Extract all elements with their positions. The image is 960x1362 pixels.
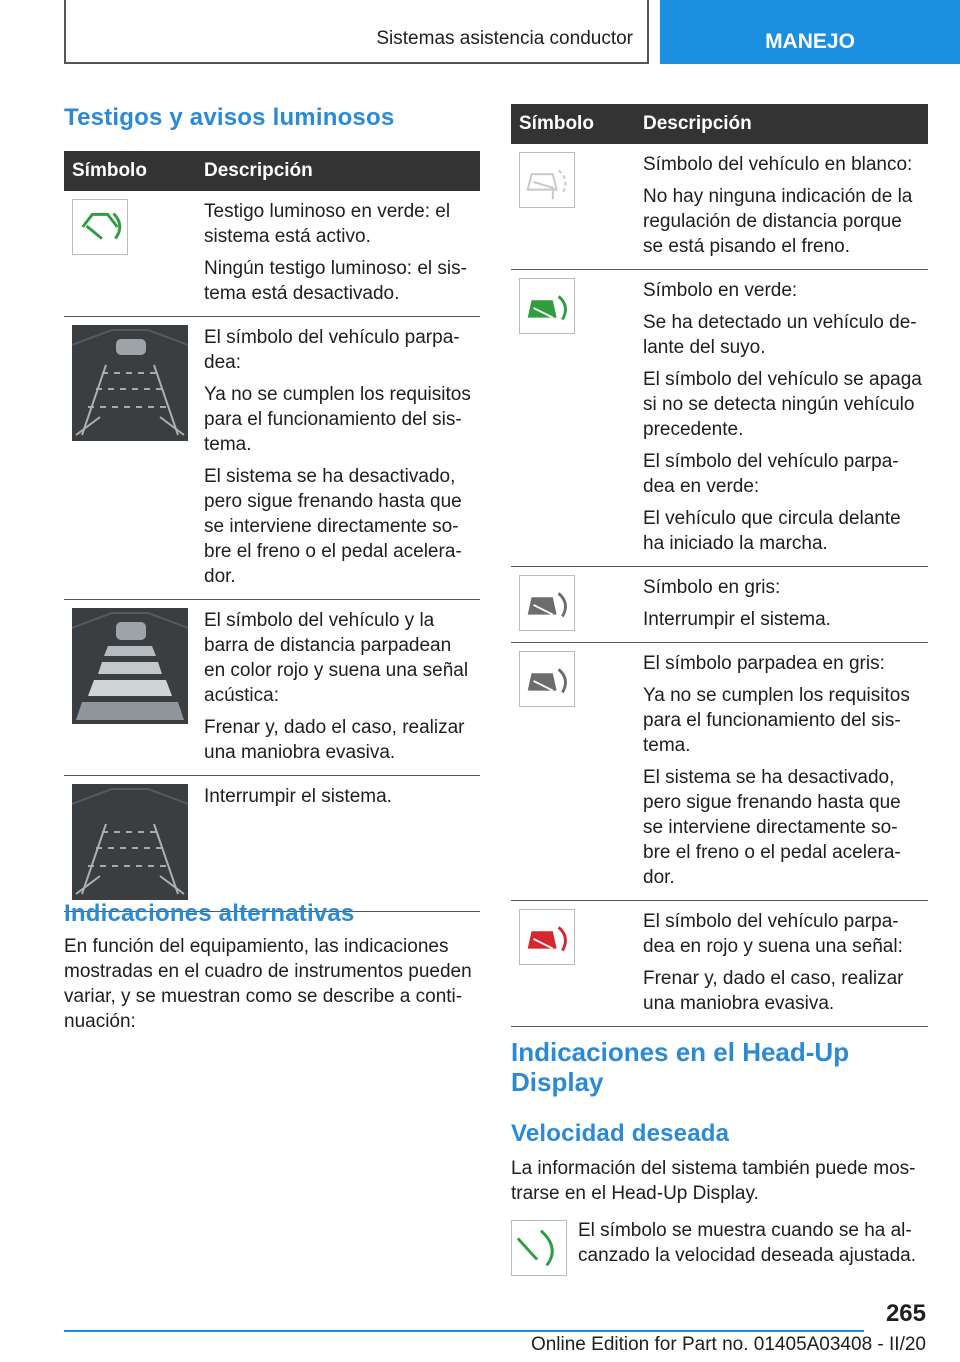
left-symbol-table xyxy=(64,151,480,912)
table-row xyxy=(511,643,928,901)
desc-line: El símbolo del vehículo parpa-dea en rojo y suena una señal: xyxy=(643,911,903,957)
table-row xyxy=(64,600,480,776)
header-box xyxy=(64,0,649,64)
desc-line: Símbolo en gris: xyxy=(643,577,781,598)
footer-divider xyxy=(64,1330,864,1332)
edition-note: Online Edition for Part no. 01405A03408 - II/20 xyxy=(530,1334,926,1355)
section-title: Sistemas asistencia conductor xyxy=(376,28,633,49)
desc-line: Símbolo en verde: xyxy=(643,280,798,301)
desc-line: Interrumpir el sistema. xyxy=(204,786,392,807)
desc-line: Ningún testigo luminoso: el sis-tema está desactivado. xyxy=(204,258,467,304)
vehicle-red-icon xyxy=(519,909,575,965)
vehicle-green-icon xyxy=(519,278,575,334)
table-row xyxy=(511,901,928,1027)
desc-line: El sistema se ha desactivado, pero sigue frenando hasta que se interviene directamente so-bre el freno o el pedal acelera-dor. xyxy=(204,466,462,587)
desc-line: Frenar y, dado el caso, realizar una maniobra evasiva. xyxy=(204,717,465,763)
desc-line: Frenar y, dado el caso, realizar una maniobra evasiva. xyxy=(643,968,904,1014)
alt-text: En función del equipamiento, las indicaciones mostradas en el cuadro de instrumentos pueden variar, y se muestran como se describe a conti-nuación: xyxy=(64,936,472,1032)
right-symbol-table xyxy=(511,104,928,1027)
table-row xyxy=(511,270,928,567)
table-row xyxy=(64,191,480,317)
vehicle-blinking-distance-bars-icon xyxy=(72,325,188,441)
alt-heading: Indicaciones alternativas xyxy=(64,900,355,927)
col-description-header: Descripción xyxy=(635,104,928,144)
desired-speed-icon xyxy=(511,1220,567,1276)
desc-line: El símbolo del vehículo parpa-dea en verde: xyxy=(643,451,899,497)
table-row xyxy=(64,317,480,600)
distance-control-green-icon xyxy=(72,199,128,255)
vehicle-gray-icon xyxy=(519,575,575,631)
table-row xyxy=(511,567,928,643)
distance-bars-no-vehicle-icon xyxy=(72,784,188,900)
hud-heading: Indicaciones en el Head-Up Display xyxy=(511,1037,850,1097)
desc-line: Ya no se cumplen los requisitos para el funcionamiento del sis-tema. xyxy=(204,384,471,455)
desc-line: El símbolo del vehículo y la barra de distancia parpadean en color rojo y suena una señal acústica: xyxy=(204,610,469,706)
vehicle-gray-blinking-icon xyxy=(519,651,575,707)
desired-speed-heading: Velocidad deseada xyxy=(511,1120,730,1147)
desc-line: Ya no se cumplen los requisitos para el funcionamiento del sis-tema. xyxy=(643,685,910,756)
col-symbol-header: Símbolo xyxy=(64,151,196,191)
chapter-tab[interactable]: MANEJO xyxy=(660,0,960,64)
desc-line: Se ha detectado un vehículo de-lante del suyo. xyxy=(643,312,917,358)
desc-line: Interrumpir el sistema. xyxy=(643,609,831,630)
desc-line: El símbolo del vehículo parpa-dea: xyxy=(204,327,460,373)
hud-intro-text: La información del sistema también puede mos-trarse en el Head-Up Display. xyxy=(511,1158,916,1204)
vehicle-and-distance-bar-blinking-icon xyxy=(72,608,188,724)
vehicle-white-icon xyxy=(519,152,575,208)
page-number: 265 xyxy=(885,1300,926,1327)
col-description-header: Descripción xyxy=(196,151,480,191)
desc-line: El sistema se ha desactivado, pero sigue frenando hasta que se interviene directamente so-bre el freno o el pedal acelera-dor. xyxy=(643,767,901,888)
desc-line: El símbolo parpadea en gris: xyxy=(643,653,885,674)
desired-speed-text: El símbolo se muestra cuando se ha al-canzado la velocidad deseada ajustada. xyxy=(578,1220,917,1266)
desc-line: Símbolo del vehículo en blanco: xyxy=(643,154,913,175)
table-row xyxy=(64,776,480,912)
table-row xyxy=(511,144,928,270)
col-symbol-header: Símbolo xyxy=(511,104,635,144)
desc-line: El vehículo que circula delante ha iniciado la marcha. xyxy=(643,508,901,554)
desc-line: No hay ninguna indicación de la regulación de distancia porque se está pisando el freno. xyxy=(643,186,913,257)
desc-line: Testigo luminoso en verde: el sistema está activo. xyxy=(204,201,451,247)
left-heading: Testigos y avisos luminosos xyxy=(64,104,395,131)
desc-line: El símbolo del vehículo se apaga si no se detecta ningún vehículo precedente. xyxy=(643,369,922,440)
